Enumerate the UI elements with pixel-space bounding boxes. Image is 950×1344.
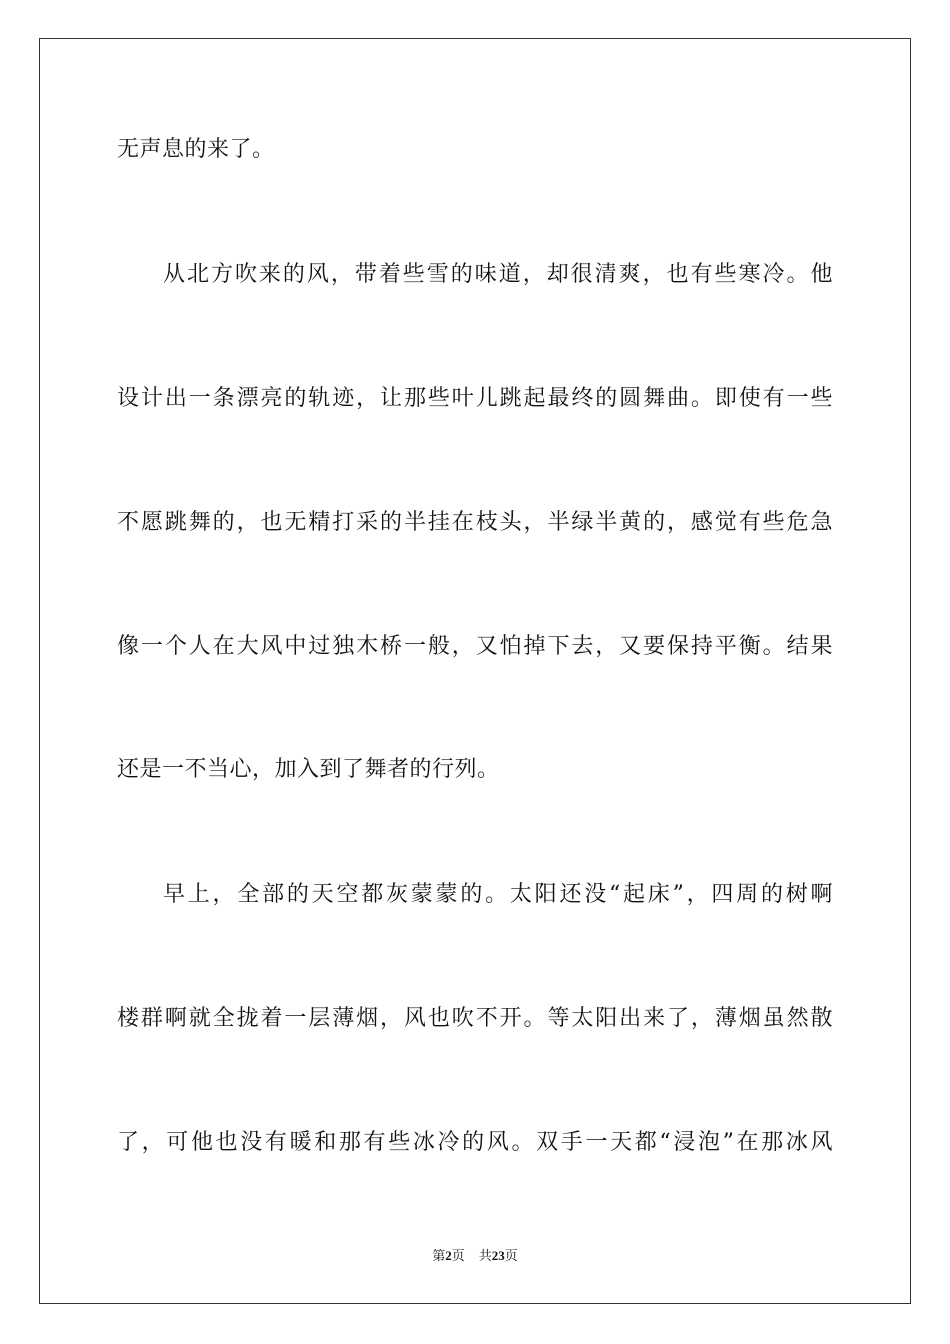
page-number: 2	[445, 1248, 452, 1263]
page-prefix: 第	[432, 1248, 446, 1263]
total-prefix: 共	[478, 1248, 492, 1263]
page-border	[39, 38, 911, 1304]
page-footer	[0, 1247, 950, 1265]
total-suffix: 页	[504, 1248, 518, 1263]
text-line-8: 楼群啊就全拢着一层薄烟，风也吹不开。等太阳出来了，薄烟虽然散	[117, 1006, 833, 1031]
text-line-9: 了，可他也没有暖和那有些冰冷的风。双手一天都“浸泡”在那冰风	[117, 1130, 833, 1155]
text-line-5: 像一个人在大风中过独木桥一般，又怕掉下去，又要保持平衡。结果	[117, 634, 833, 659]
total-pages: 23	[491, 1248, 505, 1263]
text-line-6: 还是一不当心，加入到了舞者的行列。	[117, 757, 500, 782]
text-line-1: 无声息的来了。	[117, 137, 275, 162]
text-line-4: 不愿跳舞的，也无精打采的半挂在枝头，半绿半黄的，感觉有些危急	[117, 510, 833, 535]
text-line-3: 设计出一条漂亮的轨迹，让那些叶儿跳起最终的圆舞曲。即使有一些	[117, 386, 833, 411]
page-suffix: 页	[451, 1248, 465, 1263]
text-line-7: 早上，全部的天空都灰蒙蒙的。太阳还没“起床”，四周的树啊	[163, 882, 833, 907]
text-line-2: 从北方吹来的风，带着些雪的味道，却很清爽，也有些寒冷。他	[163, 262, 833, 287]
